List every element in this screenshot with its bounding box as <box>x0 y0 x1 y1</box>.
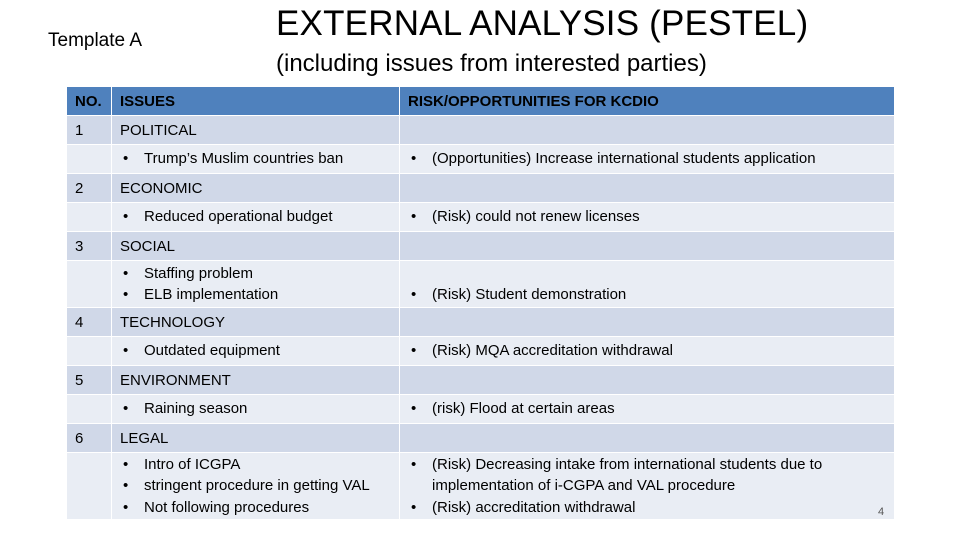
issue-row-legal <box>67 453 895 520</box>
risk-item: • (Risk) could not renew licenses <box>408 206 894 228</box>
category-row-economic <box>67 174 895 203</box>
header-issues: ISSUES <box>112 87 400 116</box>
issue-row-political <box>67 145 895 174</box>
header-risks: RISK/OPPORTUNITIES FOR KCDIO <box>400 87 895 116</box>
issue-row-economic <box>67 203 895 232</box>
slide-title: EXTERNAL ANALYSIS (PESTEL) <box>276 4 809 43</box>
issue-item: • Trump’s Muslim countries ban <box>120 148 399 170</box>
category-row-environment <box>67 366 895 395</box>
issue-item: • stringent procedure in getting VAL <box>120 475 399 497</box>
category-name: TECHNOLOGY <box>112 308 400 337</box>
category-row-technology <box>67 308 895 337</box>
pestel-table <box>66 86 895 520</box>
category-no: 5 <box>67 366 112 395</box>
issue-item: • Intro of ICGPA <box>120 454 399 476</box>
category-row-political <box>67 116 895 145</box>
issue-item: • Not following procedures <box>120 497 399 519</box>
issue-item: • Raining season <box>120 398 399 420</box>
category-name: LEGAL <box>112 424 400 453</box>
issue-row-technology <box>67 337 895 366</box>
issue-item: • Staffing problem <box>120 263 399 285</box>
template-label: Template A <box>48 30 142 51</box>
slide-subtitle: (including issues from interested parties) <box>276 50 707 77</box>
risk-item: • (Risk) Student demonstration <box>408 284 894 306</box>
risk-item: • (Opportunities) Increase international students application <box>408 148 894 170</box>
page-number: 4 <box>878 506 885 518</box>
category-name: ECONOMIC <box>112 174 400 203</box>
issue-item: • ELB implementation <box>120 284 399 306</box>
category-name: ENVIRONMENT <box>112 366 400 395</box>
category-no: 2 <box>67 174 112 203</box>
category-no: 4 <box>67 308 112 337</box>
category-name: SOCIAL <box>112 232 400 261</box>
header-no: NO. <box>67 87 112 116</box>
issue-item: • Reduced operational budget <box>120 206 399 228</box>
category-no: 1 <box>67 116 112 145</box>
risk-item: • (risk) Flood at certain areas <box>408 398 894 420</box>
issue-row-social <box>67 261 895 308</box>
category-no: 3 <box>67 232 112 261</box>
category-row-legal <box>67 424 895 453</box>
category-no: 6 <box>67 424 112 453</box>
risk-item: • (Risk) Decreasing intake from international students due to implementation of i-CGPA and VAL procedure <box>408 454 874 497</box>
risk-item: • (Risk) MQA accreditation withdrawal <box>408 340 894 362</box>
table-header-row <box>67 87 895 116</box>
category-row-social <box>67 232 895 261</box>
category-name: POLITICAL <box>112 116 400 145</box>
issue-item: • Outdated equipment <box>120 340 399 362</box>
issue-row-environment <box>67 395 895 424</box>
risk-item: • (Risk) accreditation withdrawal <box>408 497 874 519</box>
